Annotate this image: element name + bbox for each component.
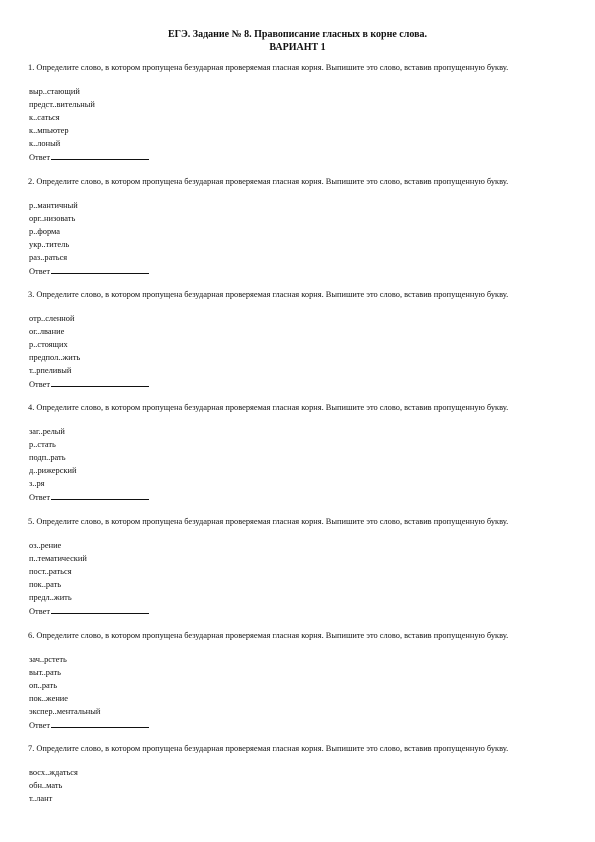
word-option: обн..мать	[29, 781, 63, 790]
word-option: оп..рать	[29, 681, 58, 690]
question-prompt: 5. Определите слово, в котором пропущена безударная проверяемая гласная корня. Выпишите это слово, вставив пропущенную букву.	[28, 517, 509, 526]
answer-line[interactable]	[29, 491, 149, 503]
answer-label: Ответ	[29, 493, 50, 502]
answer-label: Ответ	[29, 380, 50, 389]
answer-blank[interactable]	[51, 491, 149, 500]
word-option: предпол..жить	[29, 353, 81, 362]
word-option: экспер..ментальный	[29, 707, 101, 716]
word-option: выт..рать	[29, 668, 61, 677]
word-option: орг..низовать	[29, 214, 76, 223]
answer-line[interactable]	[29, 265, 149, 277]
question-prompt: 6. Определите слово, в котором пропущена безударная проверяемая гласная корня. Выпишите это слово, вставив пропущенную букву.	[28, 631, 509, 640]
question-prompt: 1. Определите слово, в котором пропущена безударная проверяемая гласная корня. Выпишите это слово, вставив пропущенную букву.	[28, 63, 509, 72]
word-option: предст..вительный	[29, 100, 95, 109]
word-option: р..стоящих	[29, 340, 68, 349]
word-option: р..форма	[29, 227, 61, 236]
answer-line[interactable]	[29, 151, 149, 163]
question-prompt: 7. Определите слово, в котором пропущена безударная проверяемая гласная корня. Выпишите это слово, вставив пропущенную букву.	[28, 744, 509, 753]
answer-label: Ответ	[29, 607, 50, 616]
word-option: раз..раться	[29, 253, 68, 262]
word-option: пост..раться	[29, 567, 72, 576]
word-option: к..саться	[29, 113, 60, 122]
word-option: к..мпьютер	[29, 126, 69, 135]
answer-line[interactable]	[29, 378, 149, 390]
word-option: пок..жение	[29, 694, 68, 703]
word-option: зач..рстеть	[29, 655, 67, 664]
word-option: восх..ждаться	[29, 768, 78, 777]
answer-blank[interactable]	[51, 719, 149, 728]
answer-label: Ответ	[29, 721, 50, 730]
word-option: оз..рение	[29, 541, 62, 550]
answer-blank[interactable]	[51, 151, 149, 160]
word-option: заг..релый	[29, 427, 65, 436]
word-option: предл..жить	[29, 593, 72, 602]
word-option: отр..сленной	[29, 314, 75, 323]
worksheet-title: ЕГЭ. Задание № 8. Правописание гласных в корне слова.	[167, 29, 428, 40]
word-option: укр..титель	[29, 240, 70, 249]
answer-blank[interactable]	[51, 378, 149, 387]
question-prompt: 2. Определите слово, в котором пропущена безударная проверяемая гласная корня. Выпишите это слово, вставив пропущенную букву.	[28, 177, 509, 186]
variant-heading: ВАРИАНТ 1	[269, 42, 326, 53]
word-option: т..лант	[29, 794, 53, 803]
question-prompt: 3. Определите слово, в котором пропущена безударная проверяемая гласная корня. Выпишите это слово, вставив пропущенную букву.	[28, 290, 509, 299]
answer-label: Ответ	[29, 153, 50, 162]
answer-blank[interactable]	[51, 605, 149, 614]
word-option: подп..рать	[29, 453, 66, 462]
word-option: д..рижерский	[29, 466, 77, 475]
word-option: з..ря	[29, 479, 45, 488]
word-option: ог..лвание	[29, 327, 65, 336]
word-option: т..рпеливый	[29, 366, 72, 375]
answer-blank[interactable]	[51, 265, 149, 274]
answer-line[interactable]	[29, 719, 149, 731]
answer-label: Ответ	[29, 267, 50, 276]
word-option: п..тематический	[29, 554, 87, 563]
word-option: пок..рать	[29, 580, 62, 589]
answer-line[interactable]	[29, 605, 149, 617]
question-prompt: 4. Определите слово, в котором пропущена безударная проверяемая гласная корня. Выпишите это слово, вставив пропущенную букву.	[28, 403, 509, 412]
word-option: р..стать	[29, 440, 56, 449]
word-option: р..мантичный	[29, 201, 78, 210]
word-option: к..лоный	[29, 139, 61, 148]
word-option: выр..стающий	[29, 87, 80, 96]
